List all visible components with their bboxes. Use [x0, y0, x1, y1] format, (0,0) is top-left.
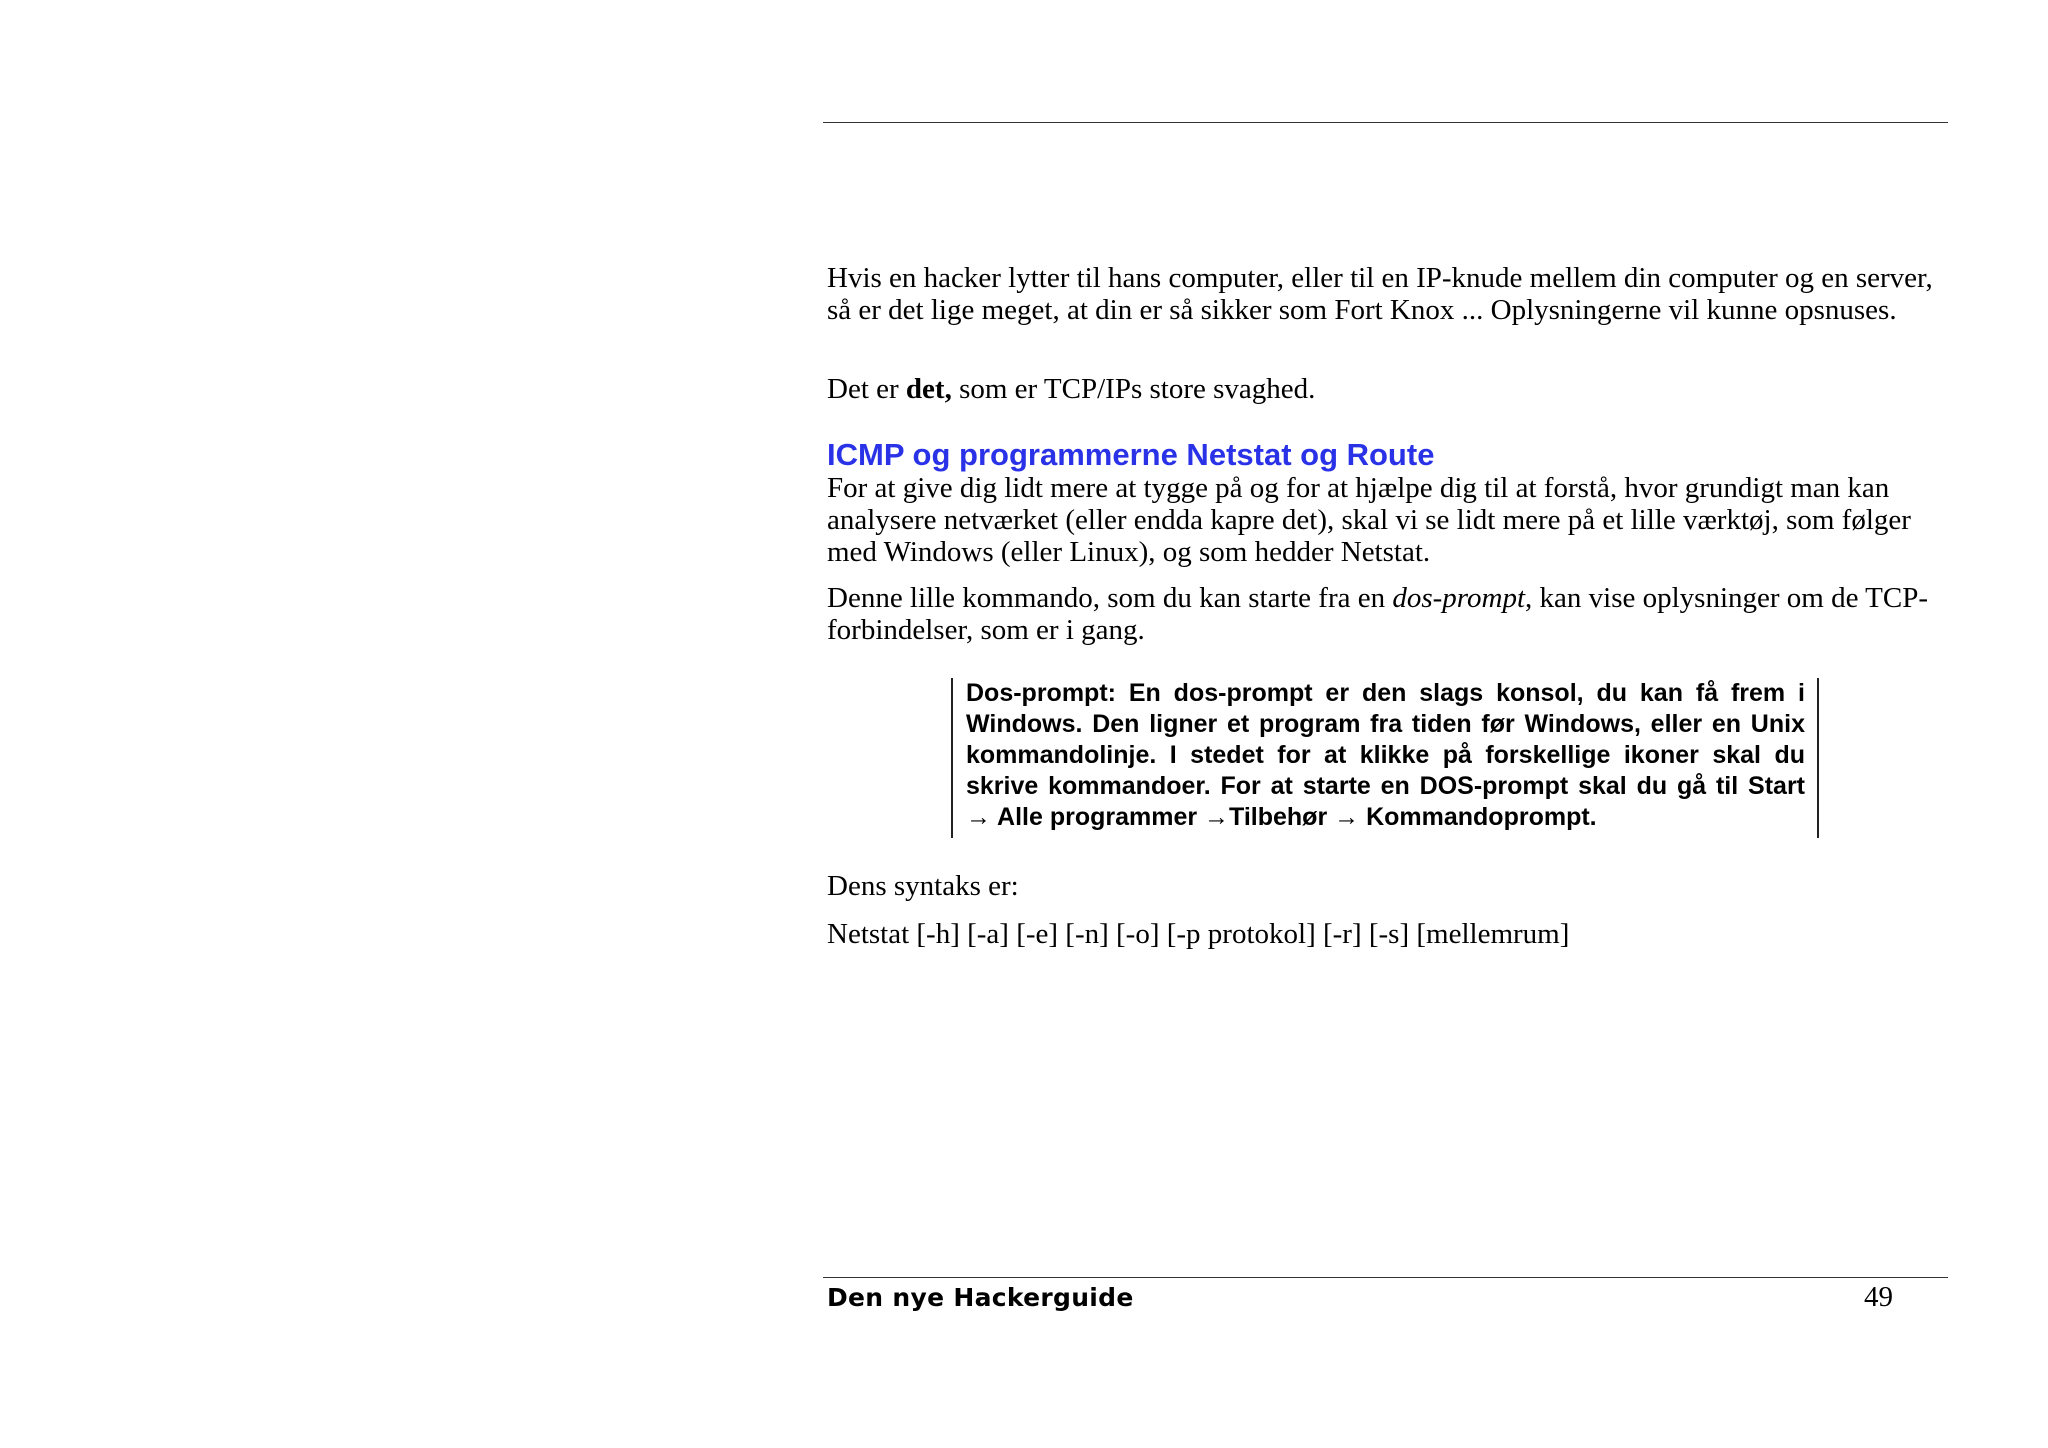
emphasis-italic: dos-prompt — [1392, 582, 1526, 614]
header-rule — [823, 122, 1948, 123]
paragraph-netstat-intro: For at give dig lidt mere at tygge på og for at hjælpe dig til at forstå, hvor grundigt man kan analysere netværket (eller endda kapre det), skal vi se lidt mere på et lille værktøj, som følger med Windows (eller Linux), og som hedder Netstat. — [827, 472, 1911, 568]
emphasis-bold: det, — [905, 373, 952, 405]
paragraph-tcpip-weakness — [827, 373, 1947, 405]
paragraph-text: Det er — [827, 373, 906, 405]
netstat-syntax: Netstat [-h] [-a] [-e] [-n] [-o] [-p protokol] [-r] [-s] [mellemrum] — [827, 918, 1570, 950]
paragraph-text: som er TCP/IPs store svaghed. — [951, 373, 1316, 405]
paragraph-text: , kan vise oplysninger om de TCP-forbindelser, som er i gang. — [827, 582, 1929, 646]
footer-rule — [823, 1277, 1948, 1278]
footer-book-title: Den nye Hackerguide — [827, 1283, 1134, 1312]
paragraph-syntax-label: Dens syntaks er: — [827, 870, 1019, 902]
note-text: Dos-prompt: En dos-prompt er den slags konsol, du kan få frem i Windows. Den ligner et program fra tiden før Windows, eller en Unix kommandolinje. I stedet for at klikke på forskellige ikoner skal du skrive kommandoer. For at starte en DOS-prompt skal du gå til Start → Alle programmer →Tilbehør → Kommandoprompt. — [966, 679, 1805, 831]
page-number: 49 — [1864, 1281, 1893, 1313]
note-box — [951, 678, 1819, 838]
paragraph-text: Denne lille kommando, som du kan starte fra en — [827, 582, 1393, 614]
paragraph-dos-prompt — [827, 582, 1947, 646]
section-heading: ICMP og programmerne Netstat og Route — [827, 437, 1435, 472]
paragraph-fort-knox: Hvis en hacker lytter til hans computer, eller til en IP-knude mellem din computer og en server, så er det lige meget, at din er så sikker som Fort Knox ... Oplysningerne vil kunne opsnuses. — [827, 262, 1933, 326]
